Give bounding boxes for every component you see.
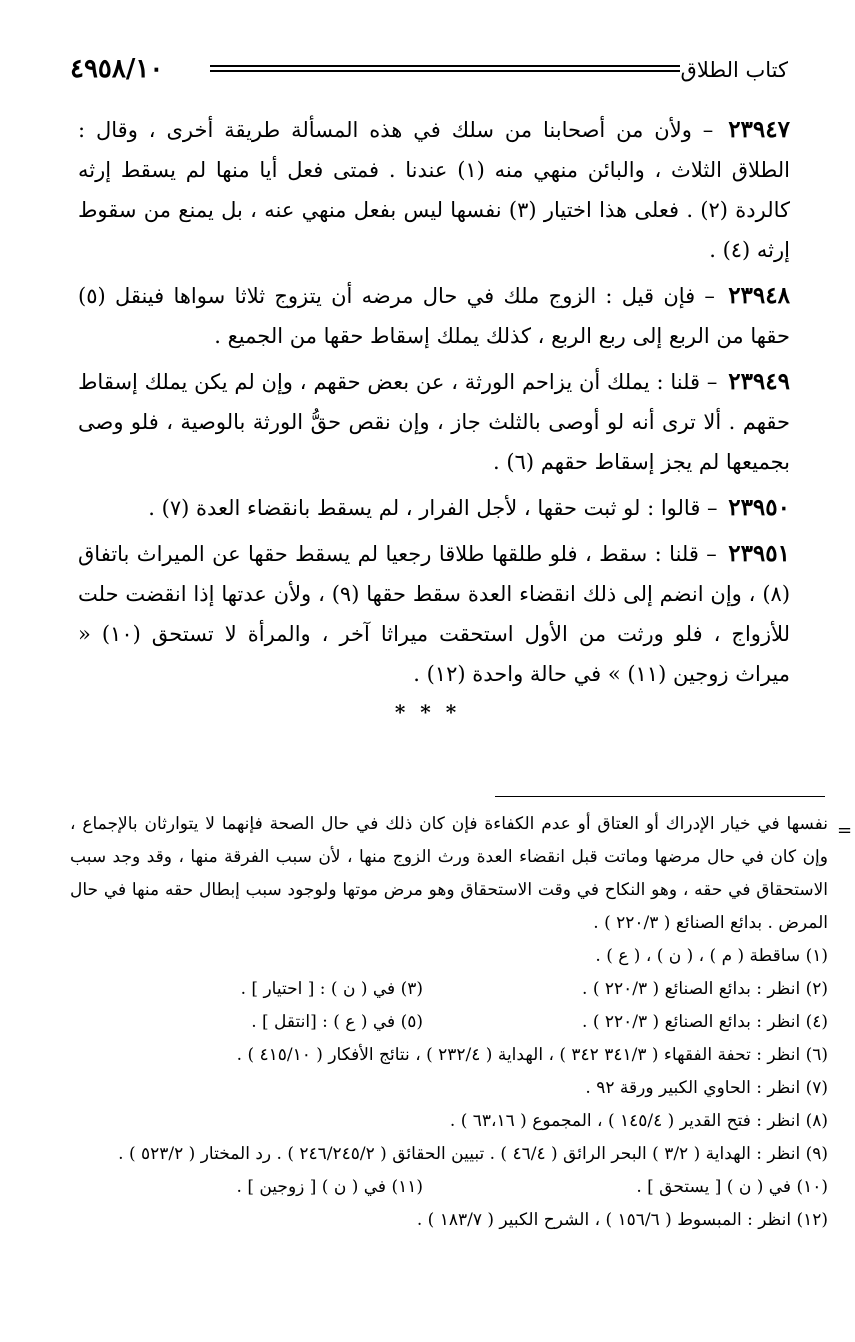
main-text: [78, 110, 790, 700]
section-separator: * * *: [394, 700, 461, 724]
book-title: كتاب الطلاق: [680, 58, 788, 82]
paragraph-number: ٢٣٩٥٠: [728, 494, 790, 521]
paragraph-text: – قلنا : يملك أن يزاحم الورثة ، عن بعض حقهم ، وإن لم يكن يملك إسقاط حقهم . ألا ترى أنه لو أوصى بالثلث جاز ، وإن نقص حقُّ الورثة بالوصية ، فلو وصى بجميعها لم يجز إسقاط حقهم (٦) .: [78, 370, 790, 474]
footnote-1: (١) ساقطة ( م ) ، ( ن ) ، ( ع ) .: [595, 946, 828, 966]
paragraph-text: – ولأن من أصحابنا من سلك في هذه المسألة طريقة أخرى ، وقال : الطلاق الثلاث ، والبائن منهي منه (١) عندنا . فمتى فعل أيا منها لم يسقط إرثه كالردة (٢) . فعلى هذا اختيار (٣) نفسها ليس بفعل منهي عنه ، بل يمنع من سقوط إرثه (٤) .: [78, 118, 790, 262]
footnote-4: (٤) انظر : بدائع الصنائع ( ٢٢٠/٣ ) .: [582, 1012, 828, 1032]
paragraph-number: ٢٣٩٤٧: [728, 116, 790, 143]
paragraph-text: – قالوا : لو ثبت حقها ، لأجل الفرار ، لم يسقط بانقضاء العدة (٧) .: [148, 496, 718, 520]
paragraph: [78, 488, 790, 528]
paragraph-text: – فإن قيل : الزوج ملك في حال مرضه أن يتزوج ثلاثا سواها فينقل (٥) حقها من الربع إلى ربع الربع ، كذلك يملك إسقاط حقها من الجميع .: [78, 284, 790, 348]
continuation-mark: =: [837, 820, 853, 841]
footnote-7: (٧) انظر : الحاوي الكبير ورقة ٩٢ .: [585, 1078, 828, 1098]
paragraph-number: ٢٣٩٤٩: [728, 368, 790, 395]
footnote-3: (٣) في ( ن ) : [ احتيار ] .: [240, 979, 423, 999]
footnote-11: (١١) في ( ن ) [ زوجين ] .: [236, 1177, 423, 1197]
page-number: ٤٩٥٨/١٠: [70, 54, 164, 84]
paragraph-text: – قلنا : سقط ، فلو طلقها طلاقا رجعيا لم يسقط حقها عن الميراث باتفاق (٨) ، وإن انضم إلى ذلك انقضاء العدة سقط حقها (٩) ، ولأن عدتها إذا انقضت حلت للأزواج ، فلو ورثت من الأول استحقت ميراثا آخر ، والمرأة لا تستحق (١٠) « ميراث زوجين (١١) » في حالة واحدة (١٢) .: [78, 542, 791, 686]
footnote-rule: [495, 796, 825, 797]
footnote-8: (٨) انظر : فتح القدير ( ١٤٥/٤ ) ، المجموع ( ٦٣،١٦ ) .: [449, 1111, 828, 1131]
paragraph: [78, 534, 790, 694]
footnote-row: [70, 1171, 828, 1204]
paragraph: [78, 276, 790, 356]
paragraph-number: ٢٣٩٤٨: [728, 282, 790, 309]
footnotes: [70, 808, 828, 1237]
footnote-row: [70, 973, 828, 1006]
footnote-row: [70, 1006, 828, 1039]
paragraph: [78, 110, 790, 270]
footnote-9: (٩) انظر : الهداية ( ٣/٢ ) البحر الرائق ( ٤٦/٤ ) . تبيين الحقائق ( ٢٤٦/٢٤٥/٢ ) . رد المختار ( ٥٢٣/٢ ) .: [118, 1144, 828, 1164]
paragraph-number: ٢٣٩٥١: [728, 540, 790, 567]
footnote-2: (٢) انظر : بدائع الصنائع ( ٢٢٠/٣ ) .: [582, 979, 828, 999]
footnote-12: (١٢) انظر : المبسوط ( ١٥٦/٦ ) ، الشرح الكبير ( ١٨٣/٧ ) .: [416, 1210, 828, 1230]
footnote-10: (١٠) في ( ن ) [ يستحق ] .: [636, 1177, 828, 1197]
header-rule: [210, 65, 680, 67]
footnote-5: (٥) في ( ع ) : [انتقل ] .: [251, 1012, 423, 1032]
footnote-6: (٦) انظر : تحفة الفقهاء ( ٣٤١/٣ ٣٤٢ ) ، الهداية ( ٢٣٢/٤ ) ، نتائج الأفكار ( ٤١٥/١٠ ) .: [236, 1045, 828, 1065]
footnote-continuation: نفسها في خيار الإدراك أو العتاق أو عدم الكفاءة فإن كان ذلك في حال الصحة فإنهما لا يتوارثان بالإجماع ، وإن كان في حال مرضها وماتت قبل انقضاء العدة ورث الزوج منها ، لأن سبب الفرقة منها ، وقد وجد سبب الاستحقاق في حقه ، وهو النكاح في وقت الاستحقاق وهو مرض موتها ولوجود سبب إبطال حقه منها في حال المرض . بدائع الصنائع ( ٢٢٠/٣ ) .: [70, 814, 828, 933]
header-rule: [210, 70, 680, 72]
paragraph: [78, 362, 790, 482]
running-header: [70, 56, 788, 90]
